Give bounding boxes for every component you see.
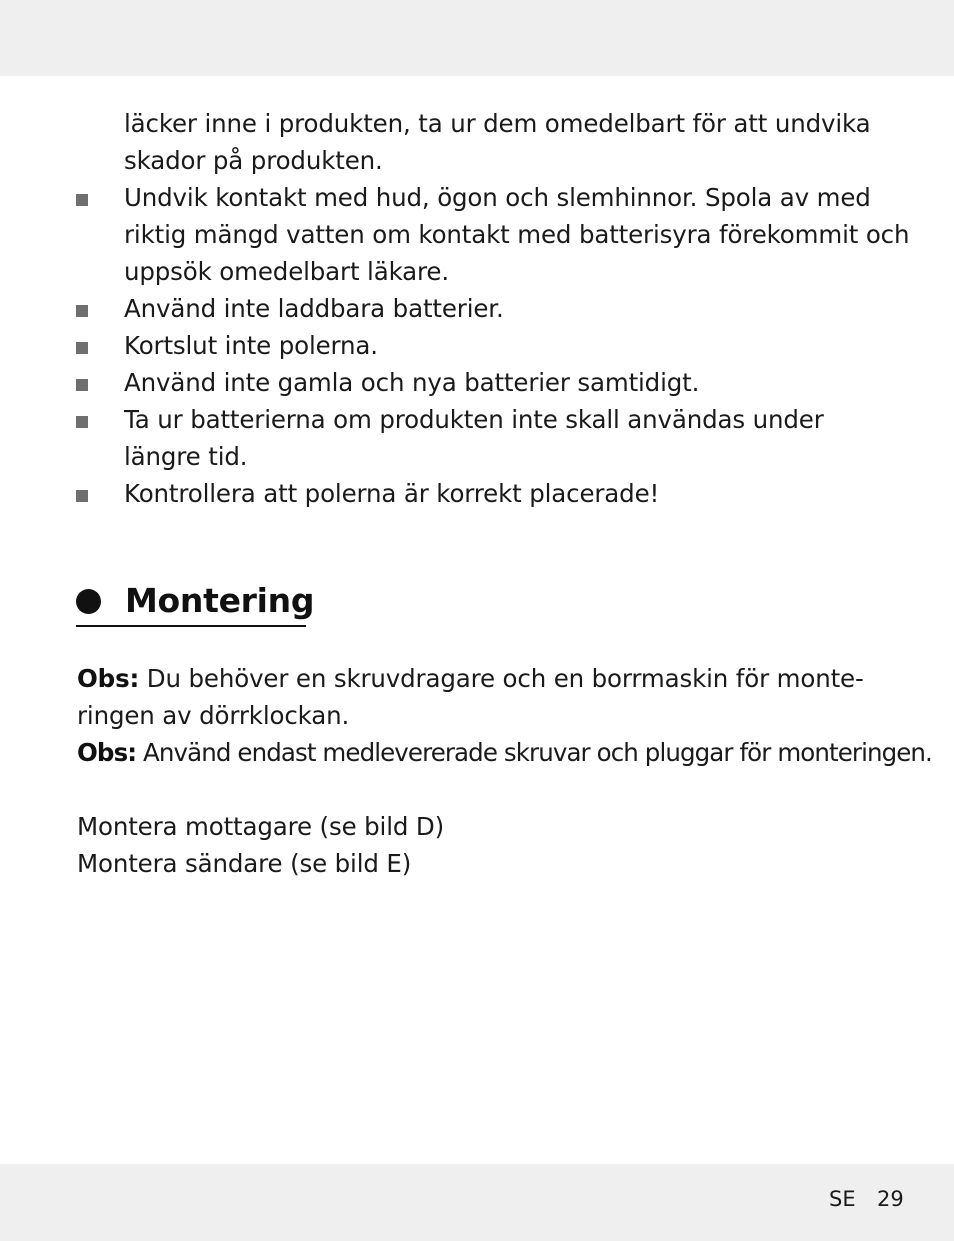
bullet-line: Ta ur batterierna om produkten inte skall användas under [124,405,824,434]
bullet-line: Kontrollera att polerna är korrekt placerade! [124,479,660,508]
bullet-line: Kortslut inte polerna. [124,331,378,360]
bullet-line: riktig mängd vatten om kontakt med batterisyra förekommit och [124,220,910,249]
note-label: Obs: [77,664,140,693]
footer-language: SE [829,1187,856,1211]
bullet-square-icon [76,342,88,354]
note-line [77,734,932,771]
bullet-square-icon [76,379,88,391]
section-title: Montering [125,581,315,620]
page-header-band [0,0,954,76]
section-title-underline [76,625,306,627]
section-bullet-icon [76,589,101,614]
note-label: Obs: [77,738,137,767]
instruction-line: Montera mottagare (se bild D) [77,812,445,841]
note-text: Använd endast medlevererade skruvar och pluggar för monteringen. [136,738,932,767]
bullet-square-icon [76,305,88,317]
bullet-line: uppsök omedelbart läkare. [124,257,449,286]
bullet-square-icon [76,490,88,502]
bullet-square-icon [76,416,88,428]
page-footer-band [0,1164,954,1241]
bullet-line: Använd inte gamla och nya batterier samtidigt. [124,368,700,397]
page-number: 29 [877,1187,904,1211]
bullet-square-icon [76,194,88,206]
note-line: ringen av dörrklockan. [77,701,350,730]
bullet-line: Undvik kontakt med hud, ögon och slemhinnor. Spola av med [124,183,871,212]
continuation-line: läcker inne i produkten, ta ur dem omedelbart för att undvika [124,109,871,138]
instruction-line: Montera sändare (se bild E) [77,849,412,878]
bullet-line: Använd inte laddbara batterier. [124,294,504,323]
note-line [77,660,864,697]
bullet-line: längre tid. [124,442,248,471]
note-text: Du behöver en skruvdragare och en borrmaskin för monte- [139,664,864,693]
continuation-line: skador på produkten. [124,146,383,175]
